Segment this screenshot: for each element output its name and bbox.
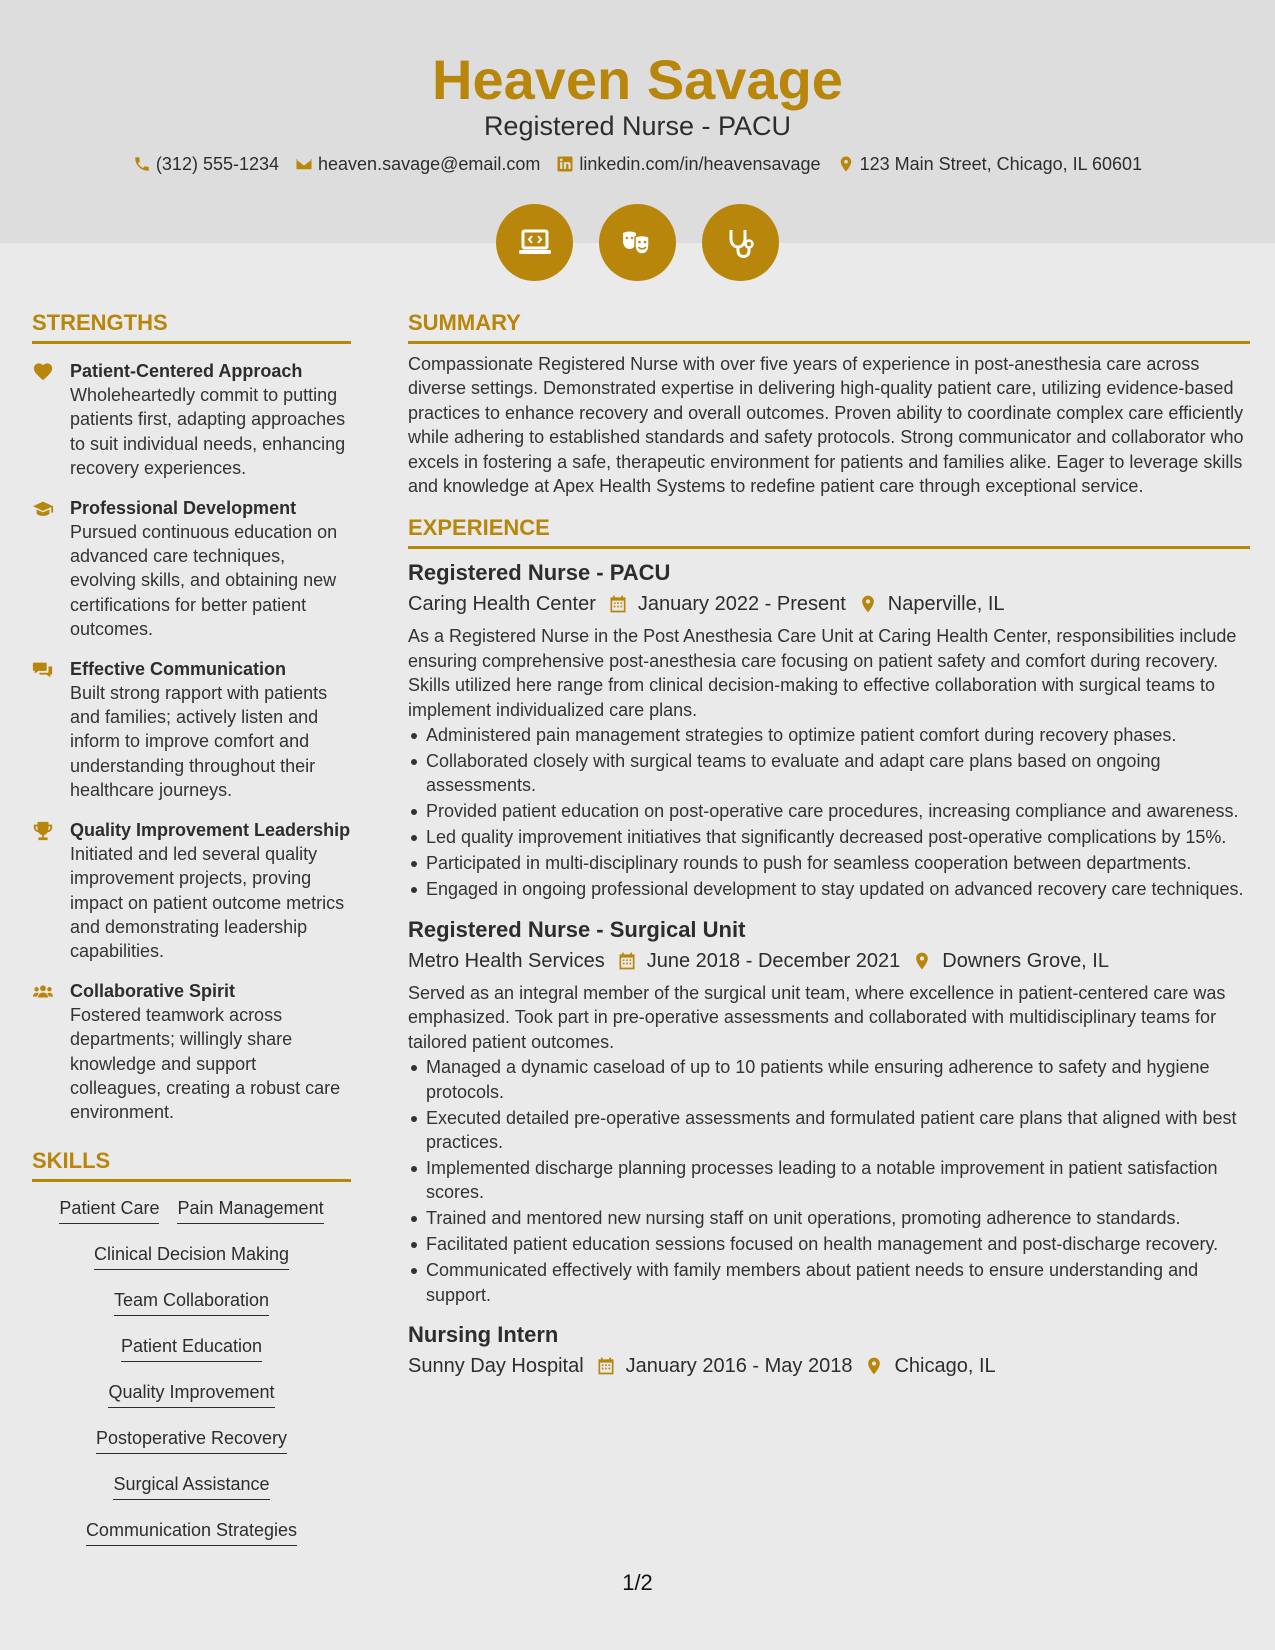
skill-tag: Pain Management xyxy=(177,1196,323,1224)
strengths-heading: STRENGTHS xyxy=(32,309,351,344)
job-entry xyxy=(408,559,1250,901)
job-bullet: Implemented discharge planning processes leading to a notable improvement in patient satisfaction scores. xyxy=(408,1156,1250,1205)
address-text: 123 Main Street, Chicago, IL 60601 xyxy=(859,154,1143,174)
right-column xyxy=(408,309,1250,1380)
job-bullet: Facilitated patient education sessions focused on health management and post-discharge recovery. xyxy=(408,1232,1250,1256)
job-dates: June 2018 - December 2021 xyxy=(646,949,901,972)
job-bullet: Participated in multi-disciplinary rounds to push for seamless cooperation between departments. xyxy=(408,851,1250,875)
linkedin-text: linkedin.com/in/heavensavage xyxy=(579,154,821,174)
job-role: Nursing Intern xyxy=(408,1322,559,1348)
calendar-icon xyxy=(608,594,628,614)
job-bullet: Managed a dynamic caseload of up to 10 patients while ensuring adherence to safety and hygiene protocols. xyxy=(408,1055,1250,1104)
job-company: Sunny Day Hospital xyxy=(408,1355,584,1378)
phone-icon xyxy=(133,155,151,173)
phone-text: (312) 555-1234 xyxy=(155,154,280,174)
contact-phone[interactable] xyxy=(133,150,279,178)
job-dates: January 2022 - Present xyxy=(637,593,846,616)
comments-icon xyxy=(32,659,54,681)
job-description: As a Registered Nurse in the Post Anesthesia Care Unit at Caring Health Center, responsibilities include ensuring comprehensive post-anesthesia care focusing on patient safety and comfort during recovery. Skills utilized here range from clinical decision-making to effective collaboration with surgical teams to implement individualized care plans. xyxy=(408,626,1237,720)
strength-desc: Initiated and led several quality improvement projects, proving impact on patient outcome metrics and demonstrating leadership capabilities. xyxy=(70,843,345,962)
calendar-icon xyxy=(596,1356,616,1376)
skills-section xyxy=(32,1147,351,1564)
job-company: Metro Health Services xyxy=(408,949,605,972)
job-title: Registered Nurse - PACU xyxy=(483,111,792,141)
job-meta xyxy=(408,590,1250,618)
strength-desc: Pursued continuous education on advanced care techniques, evolving skills, and obtaining new certifications for better patient outcomes. xyxy=(70,521,338,640)
job-dates-group xyxy=(596,1352,853,1380)
interest-circle-2 xyxy=(599,204,676,281)
strength-desc: Wholeheartedly commit to putting patients first, adapting approaches to suit individual needs, enhancing recovery experiences. xyxy=(70,385,346,479)
skill-tag: Patient Education xyxy=(121,1334,262,1362)
skill-tag: Team Collaboration xyxy=(114,1288,269,1316)
strength-title: Effective Communication xyxy=(70,658,287,679)
strength-item xyxy=(32,979,351,1125)
skill-tag: Patient Care xyxy=(59,1196,159,1224)
interest-icons xyxy=(0,204,1275,281)
job-dates: January 2016 - May 2018 xyxy=(625,1355,853,1378)
left-column xyxy=(32,309,351,1564)
job-dates-group xyxy=(617,947,901,975)
job-meta xyxy=(408,947,1250,975)
stethoscope-icon xyxy=(721,223,761,263)
skill-tag: Communication Strategies xyxy=(86,1518,297,1546)
job-bullet: Communicated effectively with family members about patient needs to ensure understanding and support. xyxy=(408,1258,1250,1307)
job-meta xyxy=(408,1352,1250,1380)
job-location: Downers Grove, IL xyxy=(942,949,1109,972)
job-bullet: Collaborated closely with surgical teams to evaluate and adapt care plans based on ongoing assessments. xyxy=(408,749,1250,798)
experience-heading: EXPERIENCE xyxy=(408,514,1250,549)
candidate-name: Heaven Savage xyxy=(432,48,843,111)
interest-circle-1 xyxy=(496,204,573,281)
job-bullet: Engaged in ongoing professional development to stay updated on advanced recovery care techniques. xyxy=(408,877,1250,901)
skill-tag: Surgical Assistance xyxy=(113,1472,269,1500)
strength-title: Patient-Centered Approach xyxy=(70,361,303,381)
strength-title: Professional Development xyxy=(70,497,297,518)
job-bullet: Trained and mentored new nursing staff on unit operations, promoting adherence to standards. xyxy=(408,1206,1250,1230)
theater-masks-icon xyxy=(618,223,658,263)
users-icon xyxy=(32,981,54,1003)
skills-heading: SKILLS xyxy=(32,1147,351,1182)
contact-address xyxy=(837,150,1143,178)
job-role: Registered Nurse - PACU xyxy=(408,560,671,586)
strength-item xyxy=(32,657,351,803)
job-role: Registered Nurse - Surgical Unit xyxy=(408,916,746,942)
skill-tag: Clinical Decision Making xyxy=(94,1242,289,1270)
summary-heading: SUMMARY xyxy=(408,309,1250,344)
job-bullets xyxy=(408,1055,1250,1307)
job-bullets xyxy=(408,723,1250,902)
job-entry xyxy=(408,1321,1250,1380)
strength-title: Quality Improvement Leadership xyxy=(70,819,351,840)
job-bullet: Administered pain management strategies to optimize patient comfort during recovery phases. xyxy=(408,723,1250,747)
map-pin-icon xyxy=(837,155,855,173)
job-location: Chicago, IL xyxy=(894,1355,996,1378)
email-text: heaven.savage@email.com xyxy=(318,154,541,174)
job-location-group xyxy=(858,590,1005,618)
contact-email[interactable] xyxy=(295,150,540,178)
page-number: 1/2 xyxy=(622,1570,653,1595)
strength-item xyxy=(32,818,351,964)
strength-title: Collaborative Spirit xyxy=(70,980,236,1001)
interest-circle-3 xyxy=(702,204,779,281)
envelope-icon xyxy=(295,155,313,173)
job-location-group xyxy=(912,947,1109,975)
skills-list xyxy=(32,1182,351,1564)
job-bullet: Led quality improvement initiatives that significantly decreased post-operative complications by 15%. xyxy=(408,825,1250,849)
summary-text: Compassionate Registered Nurse with over five years of experience in post-anesthesia care across diverse settings. Demonstrated expertise in delivering high-quality patient care, utilizing evidence-based practices to enhance recovery and overall outcomes. Proven ability to coordinate complex care efficiently while adhering to established standards and safety protocols. Strong communicator and collaborator who excels in fostering a safe, therapeutic environment for patients and families alike. Eager to leverage skills and knowledge at Apex Health Systems to redefine patient care through exceptional service. xyxy=(408,354,1244,497)
linkedin-icon xyxy=(556,155,574,173)
calendar-icon xyxy=(617,951,637,971)
heart-icon xyxy=(32,361,54,383)
job-company: Caring Health Center xyxy=(408,593,596,616)
strength-desc: Built strong rapport with patients and families; actively listen and inform to improve comfort and understanding throughout their healthcare journeys. xyxy=(70,682,328,801)
strength-item xyxy=(32,496,351,642)
job-bullet: Provided patient education on post-operative care procedures, increasing compliance and awareness. xyxy=(408,799,1250,823)
experience-section xyxy=(408,514,1250,1380)
job-description: Served as an integral member of the surgical unit team, where excellence in patient-centered care was emphasized. Took part in pre-operative assessments and collaborated with multidisciplinary teams for tailored patient outcomes. xyxy=(408,982,1226,1052)
strength-item xyxy=(32,359,351,481)
strength-desc: Fostered teamwork across departments; willingly share knowledge and support colleagues, creating a robust care environment. xyxy=(70,1004,341,1123)
laptop-code-icon xyxy=(515,223,555,263)
job-dates-group xyxy=(608,590,846,618)
skill-tag: Quality Improvement xyxy=(108,1380,274,1408)
contact-linkedin[interactable] xyxy=(556,150,820,178)
map-pin-icon xyxy=(912,951,932,971)
graduation-cap-icon xyxy=(32,498,54,520)
job-location: Naperville, IL xyxy=(887,593,1005,616)
job-location-group xyxy=(864,1352,995,1380)
contact-bar xyxy=(0,150,1275,178)
map-pin-icon xyxy=(858,594,878,614)
map-pin-icon xyxy=(864,1356,884,1376)
job-bullet: Executed detailed pre-operative assessments and formulated patient care plans that aligned with best practices. xyxy=(408,1106,1250,1155)
job-list xyxy=(408,559,1250,1380)
skill-tag: Postoperative Recovery xyxy=(96,1426,287,1454)
job-entry xyxy=(408,916,1250,1307)
trophy-icon xyxy=(32,820,54,842)
